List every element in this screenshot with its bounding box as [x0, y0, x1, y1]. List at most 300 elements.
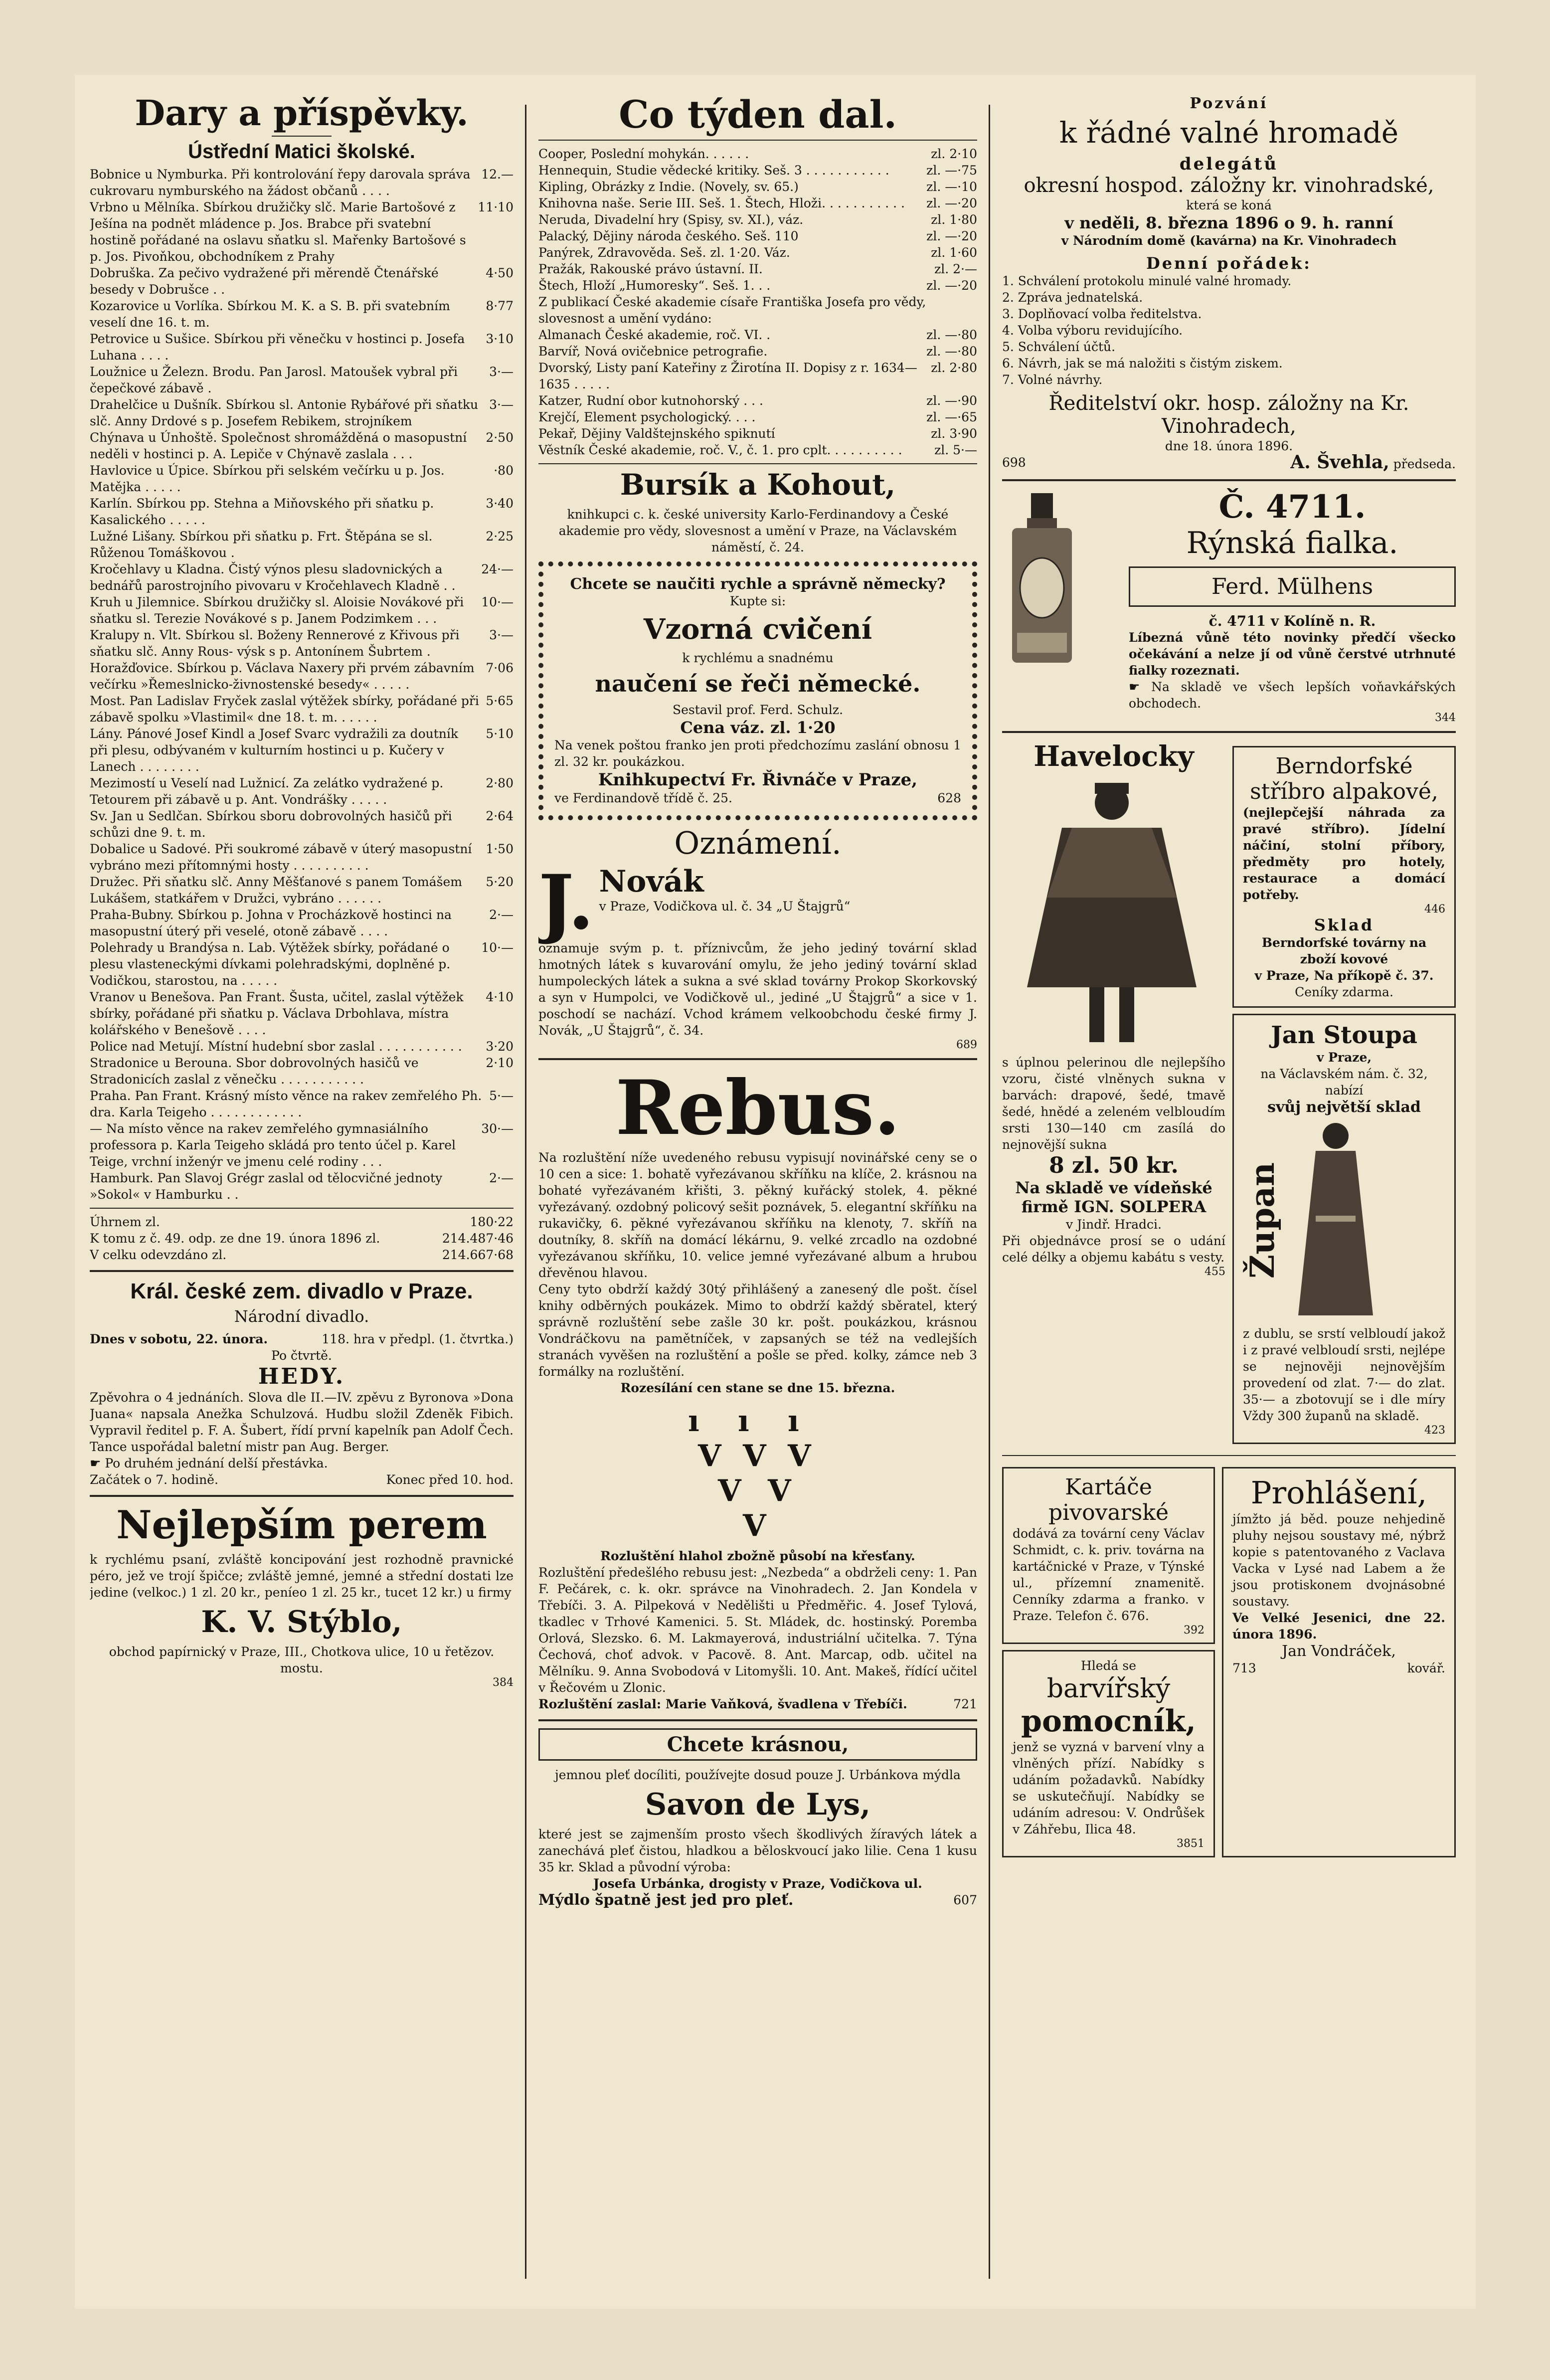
donation-amount: 3·— [489, 364, 514, 379]
perfume-text: Líbezná vůně této novinky předčí všecko očekávání a nelze jí od vůně čerstvé utrhnuté fialky rozeznati. [1129, 630, 1456, 678]
german-note: Na venek poštou franko jen proti předchozímu zaslání obnosu 1 zl. 32 kr. poukázkou. [554, 737, 961, 769]
book-amount: zl. 5·— [934, 442, 977, 457]
german-buy: Kupte si: [729, 593, 786, 608]
ad-number: 628 [937, 790, 961, 805]
agenda-item: 4. Volba výboru revidujícího. [1002, 323, 1183, 338]
theatre-end: Konec před 10. hod. [386, 1472, 514, 1487]
zupan-vertical-title: Župan [1243, 1162, 1282, 1279]
ad-number: 713 [1232, 1660, 1256, 1675]
novak-address: v Praze, Vodičkova ul. č. 34 „U Štajgrů“ [599, 899, 851, 914]
book-text: Pekař, Dějiny Valdštejnského spiknutí [538, 426, 775, 441]
soap-title: Savon de Lys, [645, 1787, 871, 1822]
book-amount: zl. —·20 [926, 195, 977, 210]
perfume-title: Rýnská fialka. [1186, 525, 1398, 560]
column-rule-1 [525, 105, 526, 2279]
brush-title: Kartáče pivovarské [1048, 1474, 1169, 1525]
soap-text-2: které jest se zajmenším prosto všech škodlivých žíravých látek a zanechává pleť čistou, hladkou a běloskvoucí jako lilie. Cena 1 kusu 35 kr. Sklad a původní výroba: [538, 1827, 977, 1874]
rebus-solution-title: Rozluštění hlahol zbožně působí na křesťany. [600, 1548, 915, 1563]
book-amount: zl. —·20 [926, 228, 977, 243]
invite-signature: Ředitelství okr. hosp. záložny na Kr. Vinohradech, [1048, 391, 1409, 438]
ad-number: 392 [1184, 1624, 1205, 1637]
book-row [538, 343, 977, 360]
rebus-text-2: Ceny tyto obdrží každý 30tý přihlášený a zanesený dle pošt. čísel knihy odběrných poukázek. Mimo to obdrží každý sběratel, který správně rozluštění sebe zašle 30 kr. pošt. poukázkou, krásnou Vondráčkovu na pamětníček, v zapsaných se též na vedlejších stranách vyvěšen na rozluštění a pošle se před. kolky, zámce neb 3 formálky na rozluštění. [538, 1282, 977, 1379]
silver-pricelist: Ceníky zdarma. [1295, 984, 1393, 999]
column-donations [90, 95, 514, 2289]
theatre-pause: ☛ Po druhém jednání delší přestávka. [90, 1456, 328, 1470]
declaration-ad [1222, 1467, 1456, 1857]
donation-amount: 24·— [481, 561, 514, 576]
donation-text: Družec. Při sňatku slč. Anny Měšťanové s panem Tomášem Lukášem, statkářem v Družci, vybráno . . . . . . [90, 874, 462, 906]
theatre-start: Začátek o 7. hodině. [90, 1472, 218, 1487]
donation-amount: 5·20 [486, 874, 514, 889]
donation-row [90, 1170, 514, 1203]
donation-text: Horažďovice. Sbírkou p. Václava Naxery při prvém zábavním večírku »Řemeslnicko-živnostenské besedy« . . . . . [90, 660, 475, 692]
donation-text: Vranov u Benešova. Pan Frant. Šusta, učitel, zaslal výtěžek sbírky, pořádané při sňatku p. Václava Drbohlava, místra kolářského v Benešově . . . . [90, 989, 464, 1037]
theatre-performance: 118. hra v předpl. (1. čtvrtka.) [322, 1331, 514, 1346]
book-text: Knihovna naše. Serie III. Seš. 1. Štech, Hloži. . . . . . . . . . . [538, 195, 905, 210]
book-amount: zl. —·80 [926, 344, 977, 359]
book-row [538, 261, 977, 277]
donation-row [90, 462, 514, 495]
donation-text: Most. Pan Ladislav Fryček zaslal výtěžek sbírky, pořádané při zábavě spolku »Vlastimil« dne 18. t. m. . . . . . [90, 693, 479, 725]
book-row [538, 442, 977, 458]
bookseller-name: Bursík a Kohout, [620, 467, 896, 502]
theatre-quarter: Po čtvrtě. [271, 1348, 332, 1363]
soap-head-box [538, 1728, 977, 1761]
book-text: Almanach České akademie, roč. VI. . [538, 327, 771, 342]
soap-shop: Josefa Urbánka, drogisty v Praze, Vodičkova ul. [593, 1876, 922, 1891]
bookseller-text: knihkupci c. k. české university Karlo-Ferdinandovy a České akademie pro vědy, slovesnost a umění v Praze, na Václavském náměstí, č. 24. [558, 507, 957, 554]
invite-date: v neděli, 8. března 1896 o 9. h. ranní [1064, 213, 1393, 232]
donation-amount: 7·06 [486, 660, 514, 675]
donation-text: Kruh u Jilemnice. Sbírkou družičky sl. Aloisie Novákové při sňatku sl. Terezie Novákové s p. Janem Podzimkem . . . [90, 594, 464, 626]
agenda-item: 7. Volné návrhy. [1002, 372, 1103, 387]
theatre-title: Král. české zem. divadlo v Praze. [130, 1279, 473, 1303]
pen-ad-firm: K. V. Stýblo, [201, 1605, 402, 1640]
book-amount: zl. 3·90 [931, 426, 977, 441]
divider [90, 1270, 514, 1272]
dyer-head: Hledá se [1080, 1658, 1137, 1673]
theatre-play-title: HEDY. [258, 1363, 345, 1389]
donation-text: Loužnice u Železn. Brodu. Pan Jarosl. Matoušek vybral při čepečkové zábavě . [90, 364, 458, 395]
donation-amount: 2·80 [486, 775, 514, 790]
rebus-text: Na rozluštění níže uvedeného rebusu vypisují novinářské ceny se o 10 cen a sice: 1. bohatě vyřezávanou skříňku na klíče, 2. krásnou na bohaté vyřezávaném křišti, 3. pěkný kuřácký stolek, 4. pěkné vyřezávaný. ozdobný policový sešit poznávek, 5. elegantní skříňku na rukavičky, 6. pěkné vyřezávanou skříňku na klenoty, 7. skříň na doutníky, 8. skříň na domácí lékárnu, 9. velké zrcadlo na ozdobné vyřezávanou skříňku, 10. velice jemné vyřezávané album a hrubou dřevěnou hlavou. [538, 1150, 977, 1280]
svg-text:ı: ı [688, 1403, 699, 1439]
donation-text: Mezimostí u Veselí nad Lužnicí. Za zelátko vydražené p. Tetourem při zábavě u p. Ant. Vondrášky . . . . . [90, 775, 444, 807]
donation-row [90, 528, 514, 561]
perfume-number: Č. 4711. [1218, 488, 1366, 526]
donation-row [90, 594, 514, 627]
divider [1002, 1455, 1456, 1456]
donation-amount: 11·10 [478, 199, 514, 214]
ad-number: 607 [953, 1892, 977, 1907]
book-text: Palacký, Dějiny národa českého. Seš. 110 [538, 228, 799, 243]
donation-amount: 2·25 [486, 529, 514, 544]
donation-row [90, 298, 514, 331]
donation-amount: ·80 [494, 463, 514, 478]
book-row [538, 425, 977, 442]
invite-title: k řádné valné hromadě [1059, 116, 1399, 150]
soap-text-1: jemnou pleť docíliti, používejte dosud pouze J. Urbánkova mýdla [555, 1767, 961, 1782]
donation-row [90, 939, 514, 989]
havelock-title: Havelocky [1033, 739, 1194, 773]
invite-bank: okresní hospod. záložny kr. vinohradské, [1024, 174, 1434, 197]
donation-row [90, 775, 514, 808]
hand-pointer-icon: ☛ [90, 1456, 105, 1470]
donation-text: Police nad Metují. Místní hudební sbor zaslal . . . . . . . . . . . [90, 1039, 462, 1054]
ad-number: 423 [1424, 1424, 1445, 1437]
donation-row [90, 627, 514, 660]
divider [90, 1208, 514, 1209]
silver-ad [1232, 746, 1456, 1008]
perfume-ad [1002, 488, 1456, 724]
donation-text: Stradonice u Berouna. Sbor dobrovolných hasičů ve Stradonicích zaslal z věnečku . . . . . . . . . . . [90, 1055, 419, 1087]
svg-text:V: V [788, 1438, 811, 1473]
ad-number: 344 [1435, 711, 1456, 724]
donation-amount: 2·64 [486, 808, 514, 823]
stoupa-offer: nabízí [1325, 1083, 1364, 1098]
divider [90, 1495, 514, 1497]
donation-amount: 4·50 [486, 265, 514, 280]
ad-number: 721 [953, 1696, 977, 1711]
ad-number: 3851 [1177, 1837, 1205, 1850]
novak-initial: J. [538, 858, 594, 946]
book-row [538, 146, 977, 162]
donation-amount: 10·— [481, 594, 514, 609]
theatre-subtitle: Národní divadlo. [234, 1306, 369, 1326]
novak-text: oznamuje svým p. t. příznivcům, že jeho jediný tovární sklad hmotných látek s kuvarování omylu, že jeho jediný tovární sklad humpoleckých látek a sukna a své sklad továrny Prokop Skorkovský a syn v Humpolci, ve Vodičkově ul., jediné „U Štajgrů“ a sice v 1. poschodí se nachází. Vchod krámem velkoobchodu české firmy J. Novák, „U Štajgrů“, č. 34. [538, 940, 977, 1038]
donation-amount: 5·10 [486, 726, 514, 741]
donation-row [90, 1055, 514, 1088]
donation-amount: 5·— [489, 1088, 514, 1103]
divider [538, 1058, 977, 1060]
donation-text: Havlovice u Úpice. Sbírkou při selském večírku u p. Jos. Matějka . . . . . [90, 463, 445, 494]
rebus-signature: Rozluštění zaslal: Marie Vaňková, švadlena v Třebíči. [538, 1696, 907, 1711]
donation-row [90, 396, 514, 429]
donation-amount: 3·— [489, 627, 514, 642]
soap-warning: Mýdlo špatně jest jed pro pleť. [538, 1891, 794, 1909]
silver-title: Berndorfské stříbro alpakové, [1250, 753, 1438, 804]
german-author: Sestavil prof. Ferd. Schulz. [672, 702, 844, 717]
book-row [538, 360, 977, 392]
donation-row [90, 561, 514, 594]
donation-amount: 3·— [489, 397, 514, 412]
book-amount: zl. 1·60 [931, 245, 977, 260]
agenda-item: 5. Schválení účtů. [1002, 339, 1116, 354]
donation-amount: 5·65 [486, 693, 514, 708]
donations-title: Dary a příspěvky. [135, 95, 469, 134]
book-text: Věstník České akademie, roč. V., č. 1. pro cplt. . . . . . . . . . [538, 442, 902, 457]
havelock-coat-illustration [1002, 773, 1221, 1052]
silver-address: v Praze, Na příkopě č. 37. [1254, 968, 1434, 983]
divider [538, 463, 977, 464]
donation-text: — Na místo věnce na rakev zemřelého gymnasiálního professora p. Karla Teigeho skládá pro tento účel p. Karel Teige, vrchní inženýr ve jmenu celé rodiny . . . [90, 1121, 456, 1169]
book-row [538, 179, 977, 195]
book-row [538, 162, 977, 179]
donation-row [90, 693, 514, 726]
donation-text: Dobalice u Sadové. Při soukromé zábavě v úterý masopustní vybráno mezi přítomnými hosty . . . . . . . . . . [90, 841, 472, 873]
donation-amount: 4·10 [486, 989, 514, 1004]
book-row [538, 327, 977, 343]
donation-amount: 8·77 [486, 298, 514, 313]
book-amount: zl. 2·— [934, 261, 977, 276]
rebus-deadline: Rozesílání cen stane se dne 15. března. [620, 1380, 895, 1395]
soap-head: Chcete krásnou, [667, 1732, 849, 1756]
donation-row [90, 1120, 514, 1170]
declaration-role: kovář. [1407, 1660, 1445, 1675]
donation-row [90, 907, 514, 939]
donation-row [90, 331, 514, 364]
donation-row [90, 429, 514, 462]
declaration-place: Ve Velké Jesenici, dne 22. února 1896. [1232, 1610, 1445, 1642]
rebus-title: Rebus. [615, 1064, 900, 1152]
divider [272, 136, 332, 137]
donation-amount: 2·— [489, 1170, 514, 1185]
havelock-shop: Na skladě ve vídeňské firmě IGN. SOLPERA [1015, 1178, 1212, 1216]
books-title: Co týden dal. [619, 95, 897, 137]
svg-text:V: V [743, 1508, 766, 1543]
donation-text: Praha-Bubny. Sbírkou p. Johna v Procházkově hostinci na masopustní úterý při veselé, otoně zábavě . . . . [90, 907, 452, 938]
silver-factory: Berndorfské továrny na zboží kovové [1261, 935, 1427, 966]
havelock-note: Při objednávce prosí se o udání celé délky a objemu kabátu s vesty. [1002, 1233, 1225, 1265]
stoupa-address: na Václavském nám. č. 32, [1260, 1066, 1428, 1081]
donation-row [90, 660, 514, 693]
donation-row [90, 364, 514, 396]
agenda-list [1002, 273, 1456, 388]
book-text: Barvíř, Nová ovičebnice petrografie. [538, 344, 768, 359]
german-subtitle: k rychlému a snadnému [682, 651, 834, 666]
novak-name: Novák [599, 864, 704, 899]
zupan-ad [1232, 1014, 1456, 1444]
ad-number: 689 [956, 1038, 977, 1051]
agenda-item: 2. Zpráva jednatelská. [1002, 290, 1143, 305]
book-text: Hennequin, Studie vědecké kritiky. Seš. 3 . . . . . . . . . . . [538, 163, 889, 178]
svg-text:V: V [743, 1438, 766, 1473]
svg-text:V: V [768, 1473, 791, 1508]
donation-row [90, 808, 514, 841]
book-row [538, 211, 977, 228]
newspaper-page [75, 75, 1476, 2309]
dyer-text: jenž se vyzná v barvení vlny a vlněných přízí. Nabídky s udáním požadavků. Nabídky se uskutečňují. Nabídky se udáním adresou: V. Ondrůšek v Záhřebu, Ilica 48. [1013, 1739, 1205, 1836]
rebus-last-solution: Rozluštění předešlého rebusu jest: „Nezbeda“ a obdrželi ceny: 1. Pan F. Pečárek, c. k. okr. správce na Vinohradech. 2. Jan Kondela v Třebíči. 3. A. Pilpeková v Nedělišti u Předměřic. 4. Josef Tylová, tkadlec v Trhové Kamenici. 5. St. Mládek, dc. hostinský. Poremba Orlová, Slezsko. 6. M. Lakmayerová, industriální učitelka. 7. Týna Čechová, choť advok. v Pacově. 8. Ant. Marcap, odb. učitel na Mělníku. 9. Anna Svobodová v Litomyšli. 10. Ant. Makeš, řídící učitel v Řečovém u Zlonic. [538, 1565, 977, 1695]
donation-row [90, 989, 514, 1038]
divider [1002, 731, 1456, 733]
donation-row [90, 1038, 514, 1055]
book-text: Štech, Hloží „Humoresky“. Seš. 1. . . [538, 278, 771, 293]
declaration-text: jímžto já běd. pouze nehjedině pluhy nejsou soustavy mé, nýbrž kopie s patentovaného z Vaclava Vacka v Lysé nad Labem a že jsou protiskonem dvojnásobné soustavy. [1232, 1511, 1445, 1609]
donation-row [90, 874, 514, 907]
book-list [538, 146, 977, 458]
donation-text: Lány. Pánové Josef Kindl a Josef Svarc vydražili za doutník při plesu, odbývaném v kulturním hostinci u p. Kučery v Lanech . . . . . . . . [90, 726, 459, 774]
agenda-item: 1. Schválení protokolu minulé valné hromady. [1002, 273, 1292, 288]
ad-number: 446 [1424, 903, 1445, 915]
german-address: ve Ferdinandově třídě č. 25. [554, 790, 733, 805]
donation-amount: 2·50 [486, 430, 514, 445]
donation-list [90, 166, 514, 1203]
book-text: Kipling, Obrázky z Indie. (Novely, sv. 65.) [538, 179, 799, 194]
silver-text: (nejlepčejší náhrada za pravé stříbro). Jídelní náčiní, stolní příbory, předměty pro hotely, restaurace a domácí potřeby. [1243, 805, 1445, 902]
book-amount: zl. —·80 [926, 327, 977, 342]
divider [538, 140, 977, 141]
donation-text: Kročehlavy u Kladna. Čistý výnos plesu sladovnických a bednářů parostrojního pivovaru v Kročehlavech Kladně . . [90, 561, 456, 593]
book-text: Neruda, Divadelní hry (Spisy, sv. XI.), váz. [538, 212, 804, 227]
donation-text: Vrbno u Mělníka. Sbírkou družičky slč. Marie Bartošové z Ješína na podnět mládence p. Jos. Brabce při svatební hostině pořádané na oslavu sňatku sl. Mařenky Bartošové s p. Jos. Pivoňkou, obchodníkem z Prahy [90, 199, 466, 264]
perfume-address: č. 4711 v Kolíně n. R. [1208, 612, 1376, 629]
summary-text: K tomu z č. 49. odp. ze dne 19. února 1896 zl. [90, 1231, 380, 1246]
invite-sign-date: dne 18. února 1896. [1165, 438, 1293, 453]
declaration-title: Prohlášení, [1250, 1474, 1427, 1511]
donation-amount: 3·10 [486, 331, 514, 346]
summary-amount: 214.667·68 [442, 1247, 514, 1262]
book-amount: zl. —·65 [926, 409, 977, 424]
dressing-gown-illustration [1286, 1116, 1385, 1325]
book-text: Katzer, Rudní obor kutnohorský . . . [538, 393, 764, 408]
donation-row [90, 726, 514, 775]
donation-amount: 2·10 [486, 1055, 514, 1070]
donation-text: Petrovice u Sušice. Sbírkou při věnečku v hostinci p. Josefa Luhana . . . . [90, 331, 465, 363]
book-text: Dvorský, Listy paní Kateřiny z Žirotína II. Dopisy z r. 1634—1635 . . . . . [538, 360, 917, 391]
summary-amount: 214.487·46 [442, 1231, 514, 1246]
donation-text: Hamburk. Pan Slavoj Grégr zaslal od tělocvičné jednoty »Sokol« v Hamburku . . [90, 1170, 443, 1202]
german-title-2: naučení se řeči německé. [595, 670, 921, 698]
dyer-ad [1002, 1650, 1215, 1857]
book-amount: zl. —·10 [926, 179, 977, 194]
perfume-bottle-icon [1002, 488, 1082, 668]
donations-subtitle: Ústřední Matici školské. [188, 140, 415, 163]
pen-ad-title: Nejlepším perem [116, 1502, 487, 1548]
svg-text:ı: ı [788, 1403, 799, 1439]
german-question: Chcete se naučiti rychle a správně německy? [570, 575, 946, 593]
donation-row [90, 1088, 514, 1120]
book-row [538, 392, 977, 409]
rebus-puzzle-image [538, 1396, 977, 1546]
book-row [538, 195, 977, 211]
book-amount: zl. 2·80 [931, 360, 977, 375]
book-text: Panýrek, Zdravověda. Seš. zl. 1·20. Váz. [538, 245, 790, 260]
dyer-title: barvířský [1046, 1673, 1171, 1704]
german-book-ad [538, 561, 977, 820]
donation-summary [90, 1214, 514, 1263]
havelock-ad [1002, 740, 1225, 1450]
stoupa-text: z dublu, se srstí velbloudí jakož i z pravé velbloudí srsti, nejlépe se nejnověji nejnovějším provedení od zlat. 7·— do zlat. 35·— a zbotovují se i dle míry Vždy 300 županů na skladě. [1243, 1326, 1445, 1423]
stoupa-own: svůj největší sklad [1267, 1098, 1421, 1116]
svg-text:V: V [718, 1473, 741, 1508]
brush-text: dodává za tovární ceny Václav Schmidt, c. k. priv. továrna na kartáčnické v Praze, v Týnské ul., přízemní znamenitě. Cenníky zdarma a franko. v Praze. Telefon č. 676. [1013, 1526, 1205, 1623]
donation-row [90, 841, 514, 874]
donation-text: Kozarovice u Vorlíka. Sbírkou M. K. a S. B. při svatebním veselí dne 16. t. m. [90, 298, 450, 330]
invite-chair: A. Švehla, [1290, 451, 1389, 473]
declaration-signature: Jan Vondráček, [1282, 1642, 1396, 1660]
theatre-description: Zpěvohra o 4 jednáních. Slova dle II.—IV. zpěvu z Byronova »Dona Juana« napsala Anežka Schulzová. Hudbu složil Zdeněk Fibich. Vypravil ředitel p. F. A. Šubert, řídí první kapelník pan Adolf Čech. Tance uspořádal baletní mistr pan Aug. Berger. [90, 1390, 514, 1454]
perfume-stock: ☛ Na skladě ve všech lepších voňavkářských obchodech. [1129, 679, 1456, 711]
book-row [538, 409, 977, 425]
donation-amount: 30·— [481, 1121, 514, 1136]
donation-text: Bobnice u Nymburka. Při kontrolování řepy darovala správa cukrovaru nymburského na žádost občanů . . . . [90, 167, 471, 198]
dyer-title-2: pomocník, [1021, 1703, 1196, 1739]
donation-row [90, 199, 514, 265]
column-ads [1002, 95, 1456, 2289]
donation-amount: 2·— [489, 907, 514, 922]
book-amount: zl. 1·80 [931, 212, 977, 227]
summary-row [90, 1230, 514, 1247]
donation-row [90, 166, 514, 199]
book-amount: zl. —·75 [926, 163, 977, 178]
invite-held: která se koná [1186, 197, 1272, 212]
book-amount: zl. —·20 [926, 278, 977, 293]
havelock-price: 8 zl. 50 kr. [1049, 1152, 1179, 1178]
svg-text:ı: ı [738, 1403, 749, 1439]
agenda-item: 3. Doplňovací volba ředitelstva. [1002, 306, 1202, 321]
summary-text: Úhrnem zl. [90, 1214, 160, 1229]
stoupa-city: v Praze, [1316, 1050, 1372, 1065]
summary-row [90, 1214, 514, 1230]
donation-text: Chýnava u Únhoště. Společnost shromážděná o masopustní neděli v hostinci p. A. Lepiče v Chýnavě zaslala . . . [90, 430, 467, 461]
ad-number: 455 [1205, 1265, 1225, 1278]
donation-row [90, 495, 514, 528]
donation-text: Karlín. Sbírkou pp. Stehna a Miňovského při sňatku p. Kasalického . . . . . [90, 496, 434, 527]
donation-text: Praha. Pan Frant. Krásný místo věnce na rakev zemřelého Ph. dra. Karla Teigeho . . . . . . . . . . . . [90, 1088, 482, 1119]
summary-text: V celku odevzdáno zl. [90, 1247, 227, 1262]
donation-text: Sv. Jan u Sedlčan. Sbírkou sboru dobrovolných hasičů při schůzi dne 9. t. m. [90, 808, 452, 840]
book-row [538, 244, 977, 261]
donation-amount: 3·40 [486, 496, 514, 511]
divider [1002, 479, 1456, 481]
donation-amount: 3·20 [486, 1039, 514, 1054]
german-title: Vzorná cvičení [643, 612, 872, 646]
book-row [538, 294, 977, 327]
book-amount: zl. —·90 [926, 393, 977, 408]
invite-chair-role: předseda. [1393, 456, 1456, 471]
german-price: Cena váz. zl. 1·20 [680, 718, 836, 737]
svg-text:V: V [698, 1438, 721, 1473]
book-text: Pražák, Rakouské právo ústavní. II. [538, 261, 763, 276]
book-text: Krejčí, Element psychologický. . . . [538, 409, 756, 424]
summary-amount: 180·22 [470, 1214, 514, 1229]
brush-ad [1002, 1467, 1215, 1644]
book-text: Z publikací České akademie císaře Františka Josefa pro vědy, slovesnost a umění vydáno: [538, 294, 926, 326]
invite-place: v Národním domě (kavárna) na Kr. Vinohradech [1061, 233, 1397, 248]
divider [538, 1719, 977, 1721]
column-rule-2 [989, 105, 990, 2279]
book-row [538, 228, 977, 244]
havelock-city: v Jindř. Hradci. [1066, 1217, 1162, 1232]
book-text: Cooper, Poslední mohykán. . . . . . [538, 146, 749, 161]
hand-pointer-icon: ☛ [1129, 679, 1152, 694]
invite-who: delegátů [1179, 154, 1279, 174]
silver-stock: Sklad [1314, 915, 1375, 934]
donation-text: Lužné Lišany. Sbírkou při sňatku p. Frt. Štěpána se sl. Růženou Tomáškovou . [90, 529, 433, 560]
perfume-maker: Ferd. Mülhens [1129, 566, 1456, 607]
donation-amount: 1·50 [486, 841, 514, 856]
book-amount: zl. 2·10 [931, 146, 977, 161]
donation-amount: 12.— [481, 167, 514, 182]
ad-number: 698 [1002, 455, 1026, 470]
ad-number: 384 [493, 1676, 514, 1689]
column-books [538, 95, 977, 2289]
donation-text: Drahelčice u Dušník. Sbírkou sl. Antonie Rybářové při sňatku slč. Anny Drdové s p. Josefem Rebikem, strojníkem [90, 397, 479, 428]
donation-amount: 10·— [481, 940, 514, 955]
donation-text: Dobruška. Za pečivo vydražené při měrendě Čtenářské besedy v Dobrušce . . [90, 265, 439, 297]
havelock-text: s úplnou pelerinou dle nejlepšího vzoru, čisté vlněnych sukna v barvách: drapové, šedé, tmavě šedé, hnědé a zeleném velbloudím srsti 130—140 cm zasílá do nejnovější sukna [1002, 1055, 1225, 1152]
summary-row [90, 1247, 514, 1263]
stoupa-name: Jan Stoupa [1271, 1021, 1417, 1049]
german-shop: Knihkupectví Fr. Řivnáče v Praze, [598, 769, 918, 790]
donation-row [90, 265, 514, 298]
theatre-date: Dnes v sobotu, 22. února. [90, 1331, 268, 1346]
donation-text: Polehrady u Brandýsa n. Lab. Výtěžek sbírky, pořádané o plesu vlasteneckými dívkami polehradskými, doplněné p. Vodičkou, starostou, na . . . . . [90, 940, 451, 988]
agenda-item: 6. Návrh, jak se má naložiti s čistým ziskem. [1002, 356, 1283, 370]
pen-ad-text: k rychlému psaní, zvláště koncipování jest rozhodně pravnické péro, jež ve trojí špičce; zvláště jemné, jemné a střední dostati lze jedine (velkoc.) 1 zl. 20 kr., peníeo 1 zl. 25 kr., tucet 12 kr.) u firmy [90, 1552, 514, 1600]
